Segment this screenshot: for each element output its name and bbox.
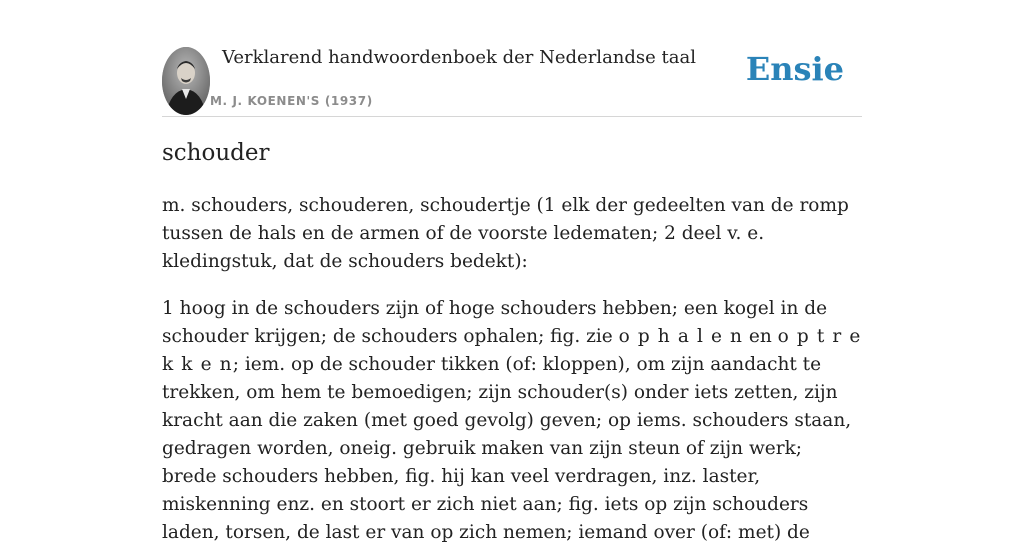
usage-text: en — [743, 326, 778, 347]
usage-reference-optrekken: o p t r e k k e n — [162, 326, 862, 375]
book-title[interactable]: Verklarend handwoordenboek der Nederlandse taal — [222, 47, 696, 68]
usage-text: 1 hoog in de schouders zijn of hoge schouders hebben; een kogel in de schouder krijgen; de schouders ophalen; fig. zie — [162, 298, 828, 347]
usage-reference-ophalen: o p h a l e n — [618, 326, 744, 347]
author-portrait-icon — [162, 47, 210, 115]
entry-definition: m. schouders, schouderen, schoudertje (1 elk der gedeelten van de romp tussen de hals en de armen of de voorste ledematen; 2 deel v. e. kledingstuk, dat de schouders bedekt): — [162, 195, 849, 272]
usage-text: ; iem. op de schouder tikken (of: kloppen), om zijn aandacht te trekken, om hem te bemoedigen; zijn schouder(s) onder iets zetten, zijn kracht aan die zaken (met goed gevolg) geven; op iems. schouders staan, gedragen worden, oneig. gebruik maken van zijn steun of zijn werk; brede schouders hebben, fig. hij kan veel verdragen, inz. laster, miskenning enz. en stoort er zich niet aan; fig. iets op zijn schouders laden, torsen, de last er van op zich nemen; iemand over (of: met) de — [162, 354, 852, 543]
book-author: M. J. KOENEN'S (1937) — [210, 94, 373, 108]
entry-title: schouder — [162, 140, 270, 166]
page-header — [162, 44, 862, 117]
entry-usage — [162, 295, 862, 547]
brand-logo[interactable]: Ensie — [745, 50, 844, 88]
